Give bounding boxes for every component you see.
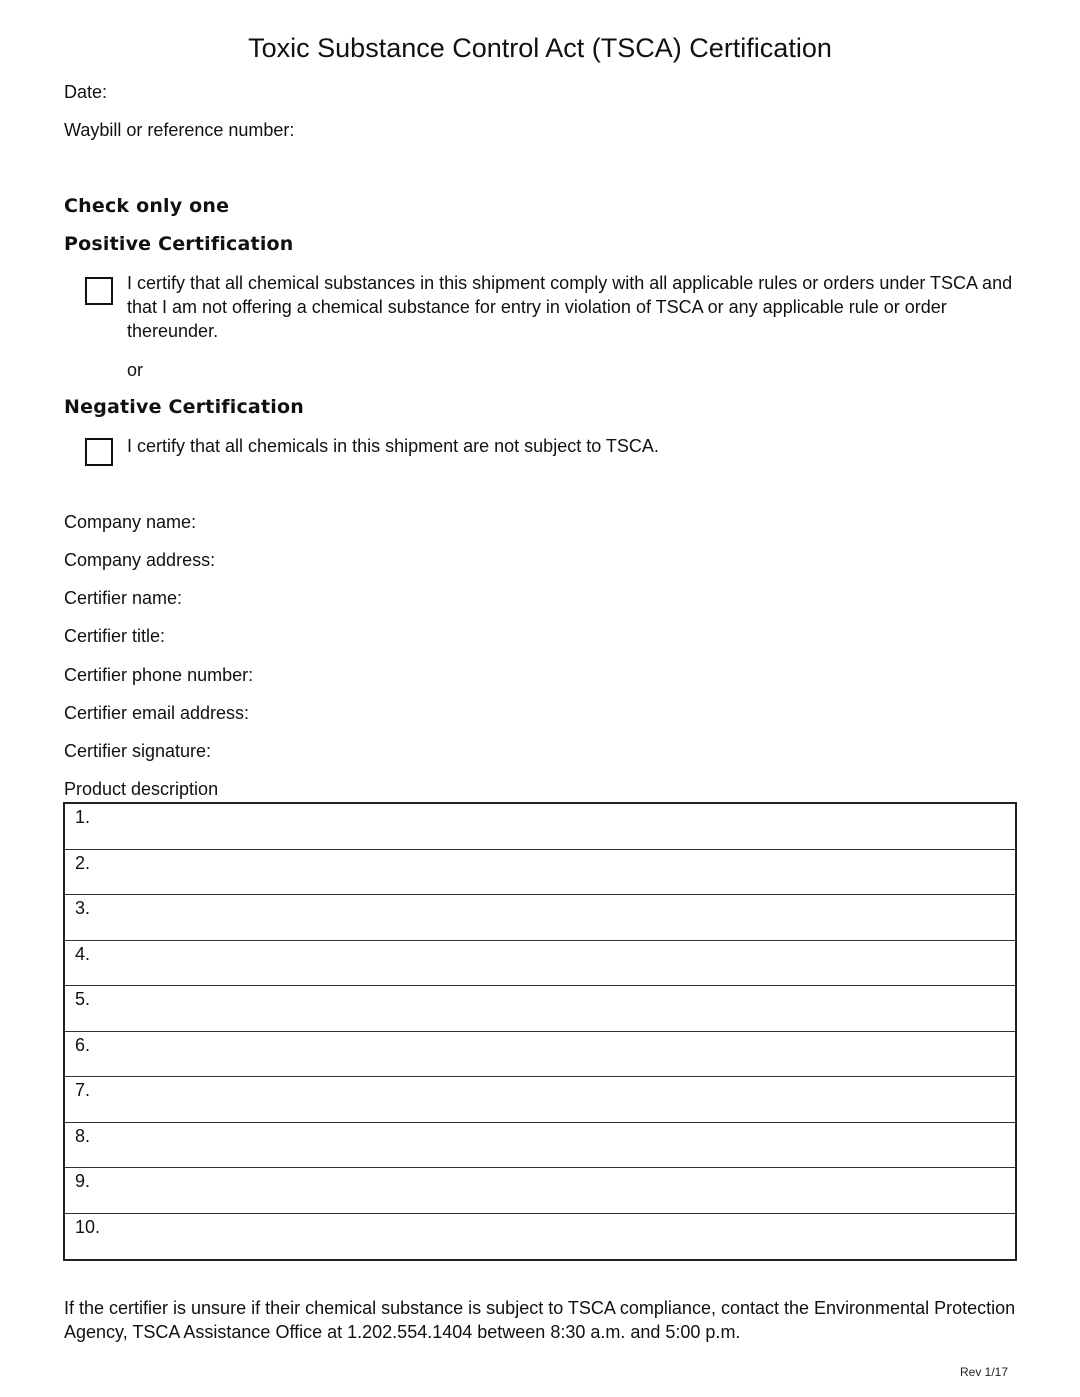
revision-label: Rev 1/17 bbox=[960, 1365, 1009, 1379]
positive-certification-checkbox[interactable] bbox=[85, 277, 113, 305]
certifier-name-label: Certifier name: bbox=[64, 588, 183, 608]
positive-certification-heading: Positive Certification bbox=[64, 233, 294, 255]
page-title: Toxic Substance Control Act (TSCA) Certification bbox=[248, 33, 832, 63]
certifier-signature-label: Certifier signature: bbox=[64, 741, 212, 761]
product-row-10[interactable]: 10. bbox=[75, 1216, 101, 1237]
product-row-9[interactable]: 9. bbox=[65, 1168, 1015, 1214]
product-row-2[interactable]: 2. bbox=[65, 850, 1015, 896]
product-row-1[interactable]: 1. bbox=[65, 804, 1015, 850]
negative-certification-text: I certify that all chemicals in this shipment are not subject to TSCA. bbox=[127, 436, 659, 456]
negative-certification-heading: Negative Certification bbox=[64, 396, 304, 418]
product-row-7[interactable]: 7. bbox=[65, 1077, 1015, 1123]
product-row-5[interactable]: 5. bbox=[65, 986, 1015, 1032]
product-row-6[interactable]: 6. bbox=[65, 1032, 1015, 1078]
product-row-4[interactable]: 4. bbox=[65, 941, 1015, 987]
product-row-3[interactable]: 3. bbox=[65, 895, 1015, 941]
negative-certification-checkbox[interactable] bbox=[85, 438, 113, 466]
check-only-one-heading: Check only one bbox=[64, 195, 230, 217]
positive-certification-text: I certify that all chemical substances in this shipment comply with all applicable rules or orders under TSCA and that I am not offering a chemical substance for entry in violation of TSCA or any applicable rule or order thereunder. bbox=[127, 273, 1013, 341]
footer-note: If the certifier is unsure if their chemical substance is subject to TSCA compliance, contact the Environmental Protection Agency, TSCA Assistance Office at 1.202.554.1404 between 8:30 a.m. and 5:00 p.m. bbox=[64, 1298, 1016, 1342]
certifier-title-label: Certifier title: bbox=[64, 626, 166, 646]
date-field-label: Date: bbox=[64, 82, 108, 102]
certifier-email-label: Certifier email address: bbox=[64, 703, 250, 723]
or-label: or bbox=[127, 360, 144, 380]
product-row-8[interactable]: 8. bbox=[65, 1123, 1015, 1169]
company-address-label: Company address: bbox=[64, 550, 216, 570]
certifier-phone-label: Certifier phone number: bbox=[64, 665, 254, 685]
product-description-label: Product description bbox=[64, 779, 219, 799]
product-description-table bbox=[63, 802, 1017, 1261]
company-name-label: Company name: bbox=[64, 512, 197, 532]
waybill-field-label: Waybill or reference number: bbox=[64, 120, 295, 140]
